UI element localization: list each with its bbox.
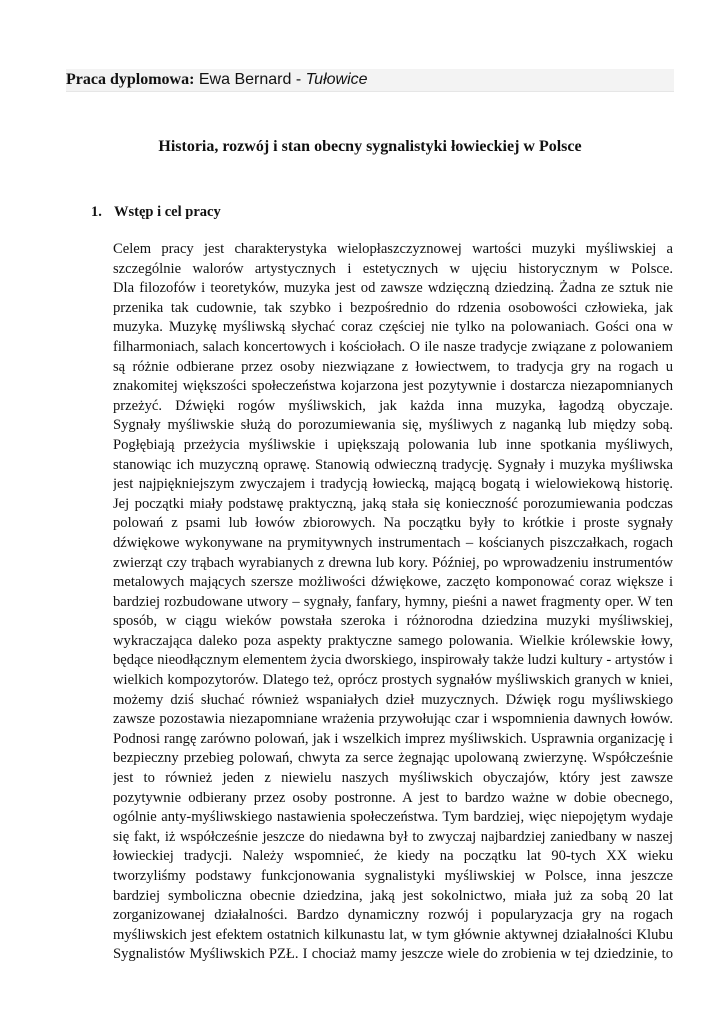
paragraph-line: zorganizowanej działalności. Bardzo dynamiczny rozwój i popularyzacja gry na rogach xyxy=(113,907,673,924)
paragraph-line: ogólnie anty-myśliwskiego nastawienia społeczeństwa. Tym bardziej, więc niepojętym wydaje xyxy=(113,809,673,826)
paragraph-line: będące nieodłącznym elementem życia dworskiego, inspirowały także ludzi kultury - artystów i xyxy=(113,652,673,669)
paragraph-line: jest to również jeden z niewielu naszych myśliwskich obyczajów, który jest zawsze xyxy=(113,770,673,787)
paragraph-line: bardziej symboliczna obecnie dziedzina, jaką jest sokolnictwo, miała już za sobą 20 lat xyxy=(113,887,673,904)
paragraph-line: stanowiąc ich muzyczną oprawę. Stanowią odwieczną tradycję. Sygnały i muzyka myśliwska xyxy=(113,456,673,473)
paragraph-line: filharmoniach, salach koncertowych i kościołach. O ile nasze tradycje związane z polowaniem xyxy=(113,338,673,355)
paragraph-line: muzyka. Muzykę myśliwską słychać coraz częściej nie tylko na polowaniach. Gości ona w xyxy=(113,319,673,336)
section-number: 1. xyxy=(91,204,102,220)
paragraph-line: tworzyliśmy podstawy funkcjonowania sygnalistyki myśliwskiej w Polsce, inna jeszcze xyxy=(113,868,673,884)
section-heading xyxy=(91,202,221,222)
section-heading-text: Wstęp i cel pracy xyxy=(114,204,221,220)
paragraph-line: myśliwskich jest efektem ostatnich kilkunastu lat, w tym głównie aktywnej działalności Klubu xyxy=(113,926,673,943)
paragraph-line: pozytywnie odbierany przez osoby postronne. A jest to bardzo ważne w dobie obecnego, xyxy=(113,789,673,806)
header-author: Ewa Bernard - xyxy=(194,71,306,88)
paragraph-line: łowieckiej tradycji. Należy wspomnieć, że kiedy na początku lat 90-tych XX wieku xyxy=(113,848,673,865)
paragraph-line: wykraczająca daleko poza aspekty praktyczne samego polowania. Wielkie królewskie łowy, xyxy=(113,632,673,649)
paragraph-line: zawsze pozostawia niezapomniane wrażenia przywołując czar i wspomnienia dawnych łowów. xyxy=(113,711,673,728)
paragraph-line: sposób, w ciągu wieków powstała szeroka i różnorodna dziedzina muzyki myśliwskiej, xyxy=(113,613,673,630)
paragraph-line: polowań z psami lub łowów zbiorowych. Na początku były to krótkie i proste sygnały xyxy=(113,515,673,532)
paragraph-line: Podnosi rangę zarówno polowań, jak i wszelkich imprez myśliwskich. Usprawnia organizację i xyxy=(113,730,673,747)
paragraph-line: się fakt, iż współcześnie jeszcze do niedawna był to zwyczaj najbardziej zaniedbany w naszej xyxy=(113,828,673,845)
document-header xyxy=(66,69,674,92)
paragraph-line: Sygnalistów Myśliwskich PZŁ. I chociaż mamy jeszcze wiele do zrobienia w tej dziedzinie, to xyxy=(113,946,673,963)
paragraph-line: szczególnie walorów artystycznych i estetycznych w ujęciu historycznym w Polsce. xyxy=(113,260,673,277)
paragraph-line: jest najpiękniejszym zwyczajem i tradycją łowiecką, mającą bogatą i wielowiekową historię. xyxy=(113,476,673,493)
paragraph-line: przeżyć. Dźwięki rogów myśliwskich, jak każda inna muzyka, łagodzą obyczaje. xyxy=(113,397,673,414)
paragraph-line: Jej początki miały podstawę praktyczną, jaką stała się konieczność porozumiewania podczas xyxy=(113,495,673,512)
paragraph-line: Dla filozofów i teoretyków, muzyka jest od zawsze wdzięczną dziedziną. Żadna ze sztuk nie xyxy=(113,280,673,297)
header-place: Tułowice xyxy=(305,71,368,88)
paragraph-line: znakomitej większości społeczeństwa kojarzona jest pozytywnie i dostarcza niezapomnianych xyxy=(113,378,673,395)
document-title: Historia, rozwój i stan obecny sygnalistyki łowieckiej w Polsce xyxy=(158,138,582,155)
paragraph-line: Pogłębiają przeżycia myśliwskie i upiększają polowania lub inne spotkania myśliwych, xyxy=(113,436,673,453)
paragraph-line: są różnie odbierane przez osoby niezwiązane z łowiectwem, to tradycja gry na rogach u xyxy=(113,358,673,375)
paragraph-line: Sygnały myśliwskie służą do porozumiewania się, myśliwych z naganką lub między sobą. xyxy=(113,417,673,434)
paragraph-line: możemy dziś słuchać również wspaniałych dzieł muzycznych. Dźwięk rogu myśliwskiego xyxy=(113,691,673,708)
paragraph-line: dźwiękowe wykonywane na prymitywnych instrumentach – kościanych piszczałkach, rogach xyxy=(113,534,673,551)
paragraph-line: przenika tak cudownie, tak szybko i bezpośrednio do rdzenia osobowości człowieka, jak xyxy=(113,299,673,316)
paragraph-line: bardziej rozbudowane utwory – sygnały, fanfary, hymny, pieśni a nawet fragmenty oper. W ten xyxy=(113,593,673,610)
paragraph-line: zwierząt czy trąbach wyrabianych z drewna lub kory. Później, po wprowadzeniu instrumentów xyxy=(113,554,673,571)
header-label: Praca dyplomowa: xyxy=(66,71,195,88)
paragraph-line: Celem pracy jest charakterystyka wielopłaszczyznowej wartości muzyki myśliwskiej a xyxy=(113,241,673,257)
paragraph-line: metalowych mających szersze możliwości dźwiękowe, zaczęto komponować coraz większe i xyxy=(113,574,673,591)
paragraph-line: wielkich kompozytorów. Dlatego też, oprócz prostych sygnałów myśliwskich granych w kniei, xyxy=(113,672,673,689)
paragraph-line: bezpieczny przebieg polowań, chwyta za serce żegnając upolowaną zwierzynę. Współcześnie xyxy=(113,750,673,767)
body-paragraph xyxy=(113,240,673,965)
